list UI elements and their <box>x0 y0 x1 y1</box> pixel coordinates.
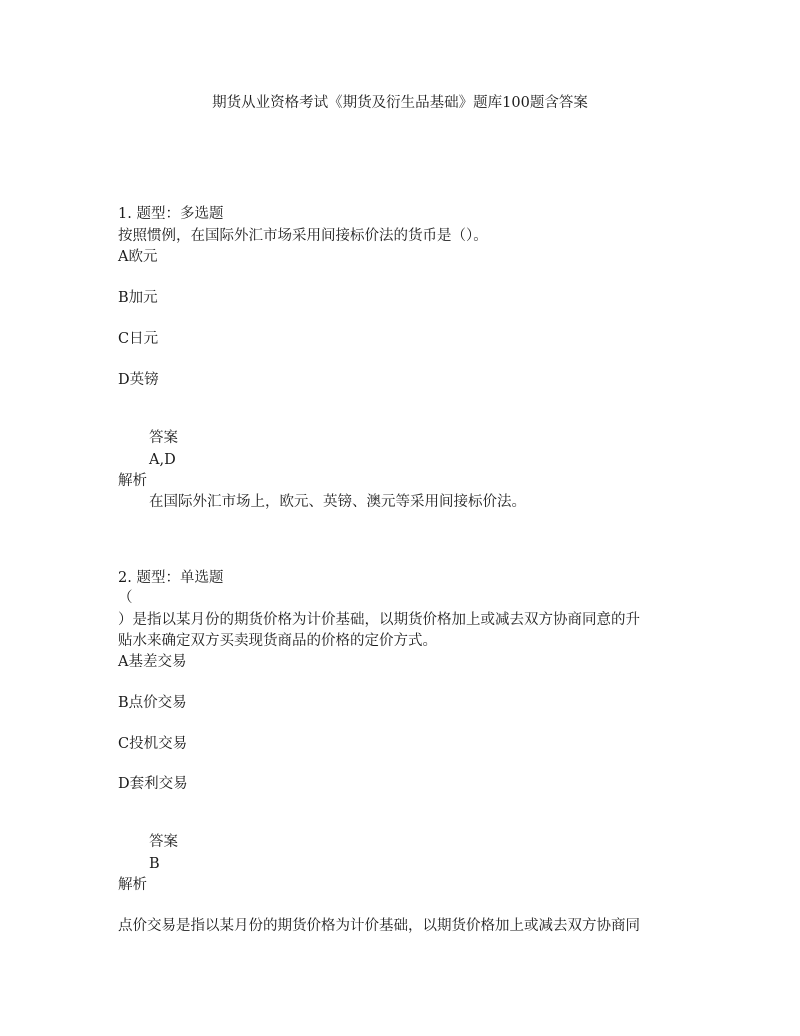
option-b: B加元 <box>118 290 158 306</box>
option-c: C投机交易 <box>118 736 188 752</box>
option-a: A基差交易 <box>118 654 187 670</box>
answer-label: 答案 <box>149 430 178 446</box>
analysis-text: 点价交易是指以某月份的期货价格为计价基础，以期货价格加上或减去双方协商同 <box>118 918 640 934</box>
answer-label: 答案 <box>149 834 178 850</box>
question-stem-line: （ <box>118 590 133 606</box>
option-a: A欧元 <box>118 249 158 265</box>
answer-value: B <box>149 856 160 872</box>
option-d: D套利交易 <box>118 776 188 792</box>
answer-value: A,D <box>149 452 176 468</box>
analysis-label: 解析 <box>118 877 147 893</box>
question-stem-line: ）是指以某月份的期货价格为计价基础，以期货价格加上或减去双方协商同意的升 <box>118 612 640 628</box>
question-stem-line: 贴水来确定双方买卖现货商品的价格的定价方式。 <box>118 633 437 649</box>
question-header: 2. 题型：单选题 <box>118 570 224 586</box>
option-c: C日元 <box>118 331 159 347</box>
option-d: D英镑 <box>118 372 159 388</box>
question-header: 1. 题型：多选题 <box>118 206 224 222</box>
option-b: B点价交易 <box>118 695 187 711</box>
analysis-label: 解析 <box>118 473 147 489</box>
document-title: 期货从业资格考试《期货及衍生品基础》题库100题含答案 <box>212 95 588 111</box>
analysis-text: 在国际外汇市场上，欧元、英镑、澳元等采用间接标价法。 <box>149 494 526 510</box>
question-stem: 按照惯例，在国际外汇市场采用间接标价法的货币是（）。 <box>118 228 488 244</box>
